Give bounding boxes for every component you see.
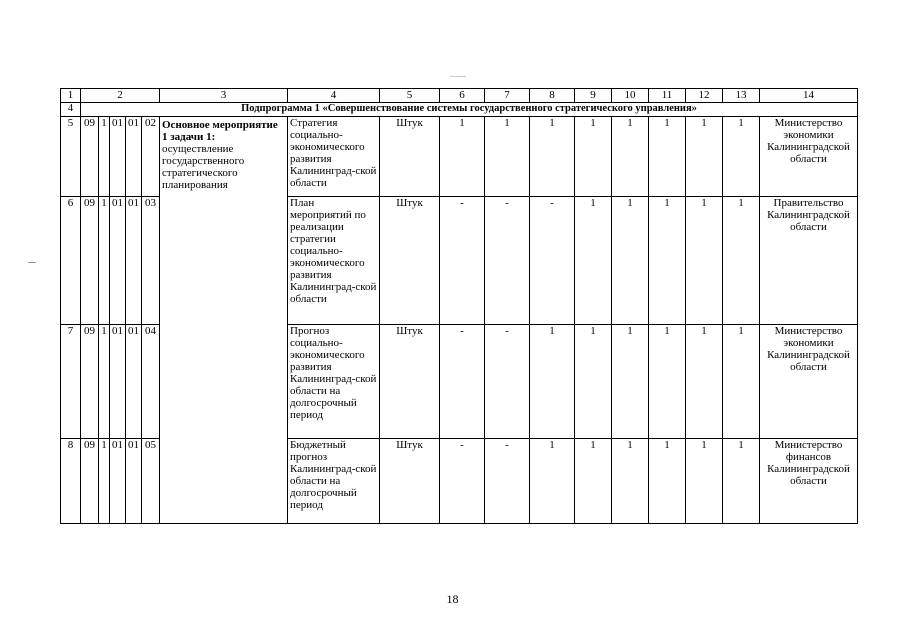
page-number: 18	[446, 592, 459, 606]
value-cell: 1	[649, 325, 686, 439]
executor-cell: Министерство экономики Калининградской области	[760, 325, 858, 439]
code-cell: 03	[142, 197, 160, 325]
margin-mark	[28, 262, 36, 263]
subprogram-title: Подпрограмма 1 «Совершенствование системы государственного стратегического управления»	[81, 103, 858, 117]
value-cell: 1	[612, 197, 649, 325]
value-cell: 1	[612, 325, 649, 439]
header-cell: 14	[760, 89, 858, 103]
code-cell: 1	[99, 439, 110, 524]
executor-cell: Министерство экономики Калининградской области	[760, 117, 858, 197]
value-cell: 1	[612, 117, 649, 197]
header-cell: 8	[530, 89, 575, 103]
unit-cell: Штук	[380, 197, 440, 325]
row-number: 7	[61, 325, 81, 439]
indicator-name: Бюджетный прогноз Калининград-ской области на долгосрочный период	[288, 439, 380, 524]
code-cell: 01	[110, 117, 126, 197]
value-cell: 1	[649, 197, 686, 325]
value-cell: 1	[575, 439, 612, 524]
activity-title: Основное мероприятие 1 задачи 1:	[162, 119, 278, 143]
header-cell: 7	[485, 89, 530, 103]
code-cell: 09	[81, 197, 99, 325]
unit-cell: Штук	[380, 325, 440, 439]
activity-cell	[160, 117, 288, 524]
code-cell: 1	[99, 197, 110, 325]
code-cell: 09	[81, 117, 99, 197]
code-cell: 01	[126, 197, 142, 325]
header-cell: 11	[649, 89, 686, 103]
value-cell: -	[485, 439, 530, 524]
code-cell: 1	[99, 117, 110, 197]
header-cell: 9	[575, 89, 612, 103]
value-cell: 1	[440, 117, 485, 197]
header-cell: 6	[440, 89, 485, 103]
value-cell: 1	[686, 439, 723, 524]
code-cell: 01	[126, 325, 142, 439]
value-cell: 1	[723, 117, 760, 197]
code-cell: 1	[99, 325, 110, 439]
unit-cell: Штук	[380, 117, 440, 197]
header-cell: 12	[686, 89, 723, 103]
header-cell: 2	[81, 89, 160, 103]
code-cell: 01	[110, 325, 126, 439]
indicators-table	[60, 88, 858, 524]
header-cell: 13	[723, 89, 760, 103]
value-cell: 1	[686, 325, 723, 439]
code-cell: 01	[110, 197, 126, 325]
indicator-name: План мероприятий по реализации стратегии социально-экономического развития Калининград-ской области	[288, 197, 380, 325]
value-cell: 1	[612, 439, 649, 524]
value-cell: 1	[530, 117, 575, 197]
header-cell: 1	[61, 89, 81, 103]
executor-cell: Министерство финансов Калининградской области	[760, 439, 858, 524]
header-row	[61, 89, 858, 103]
unit-cell: Штук	[380, 439, 440, 524]
value-cell: 1	[723, 439, 760, 524]
value-cell: -	[530, 197, 575, 325]
value-cell: 1	[575, 117, 612, 197]
row-number: 8	[61, 439, 81, 524]
value-cell: 1	[649, 439, 686, 524]
value-cell: 1	[530, 325, 575, 439]
subprogram-row	[61, 103, 858, 117]
value-cell: 1	[649, 117, 686, 197]
header-cell: 4	[288, 89, 380, 103]
value-cell: 1	[530, 439, 575, 524]
code-cell: 01	[110, 439, 126, 524]
value-cell: -	[485, 325, 530, 439]
value-cell: 1	[575, 197, 612, 325]
value-cell: 1	[485, 117, 530, 197]
scan-mark	[450, 76, 466, 77]
executor-cell: Правительство Калининградской области	[760, 197, 858, 325]
value-cell: -	[440, 325, 485, 439]
header-cell: 3	[160, 89, 288, 103]
row-number: 6	[61, 197, 81, 325]
code-cell: 01	[126, 117, 142, 197]
row-number: 5	[61, 117, 81, 197]
table-row	[61, 117, 858, 197]
code-cell: 02	[142, 117, 160, 197]
value-cell: 1	[723, 197, 760, 325]
row-number: 4	[61, 103, 81, 117]
indicator-name: Стратегия социально-экономического развития Калининград-ской области	[288, 117, 380, 197]
value-cell: -	[440, 439, 485, 524]
value-cell: 1	[723, 325, 760, 439]
code-cell: 09	[81, 439, 99, 524]
code-cell: 05	[142, 439, 160, 524]
code-cell: 04	[142, 325, 160, 439]
code-cell: 09	[81, 325, 99, 439]
activity-text: осуществление государственного стратегического планирования	[162, 143, 245, 191]
value-cell: 1	[686, 197, 723, 325]
code-cell: 01	[126, 439, 142, 524]
value-cell: -	[485, 197, 530, 325]
indicator-name: Прогноз социально-экономического развития Калининград-ской области на долгосрочный период	[288, 325, 380, 439]
header-cell: 10	[612, 89, 649, 103]
header-cell: 5	[380, 89, 440, 103]
value-cell: -	[440, 197, 485, 325]
value-cell: 1	[575, 325, 612, 439]
value-cell: 1	[686, 117, 723, 197]
